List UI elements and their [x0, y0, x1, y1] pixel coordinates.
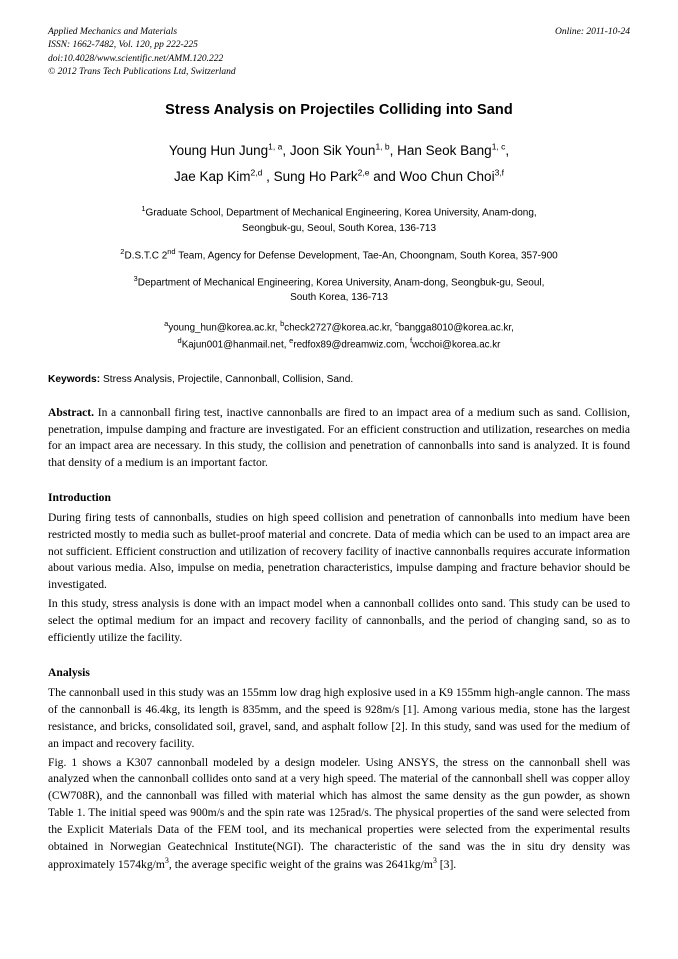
abstract-label: Abstract.	[48, 406, 95, 420]
author-affil-marker: 1, c	[491, 141, 506, 152]
author-affil-marker: 2,d	[250, 167, 263, 178]
keywords-label: Keywords:	[48, 374, 101, 386]
affiliation-text: D.S.T.C 2	[124, 249, 168, 261]
abstract-block	[48, 405, 630, 471]
paragraph-figure-description	[48, 755, 630, 874]
author-affil-marker: 1, b	[375, 141, 390, 152]
affiliation-1	[48, 203, 630, 235]
keywords-value: Stress Analysis, Projectile, Cannonball, Collision, Sand.	[102, 374, 354, 386]
email-line-2	[48, 336, 630, 352]
author-name: , Han Seok Bang	[389, 142, 492, 158]
author-affil-marker: 2,e	[357, 167, 370, 178]
email-address: redfox89@dreamwiz.com,	[293, 338, 410, 350]
email-address: Kajun001@hanmail.net,	[181, 338, 290, 350]
paragraph-text-part: , the average specific weight of the grains was 2641kg/m	[168, 858, 433, 872]
exponent: 3	[432, 856, 437, 866]
email-marker: e	[289, 335, 294, 345]
affiliation-text-line2: South Korea, 136-713	[290, 292, 388, 304]
author-list	[48, 138, 630, 189]
affiliation-2	[48, 246, 630, 263]
email-marker: a	[164, 319, 169, 329]
paragraph-text-part: [3].	[436, 858, 457, 872]
header-left-block	[48, 26, 236, 80]
online-date: Online: 2011-10-24	[554, 27, 630, 37]
author-name: Young Hun Jung	[168, 142, 269, 158]
author-name: , Sung Ho Park	[262, 168, 358, 184]
email-address: young_hun@korea.ac.kr,	[168, 322, 281, 334]
abstract-text: In a cannonball firing test, inactive cannonballs are fired to an impact area of a medium such as sand. Collision, penetration, impulse damping and fracture are investigated. For an efficient construction and utilization, researches on media for an impact area are necessary. In this study, the collision and penetration of cannonballs into sand is analyzed. It is found that density of a medium is an important factor.	[48, 406, 630, 469]
affiliation-text: Department of Mechanical Engineering, Korea University, Anam-dong, Seongbuk-gu, Seoul,	[137, 277, 545, 289]
email-marker: b	[280, 319, 285, 329]
affiliation-text: Graduate School, Department of Mechanical Engineering, Korea University, Anam-dong,	[145, 207, 537, 219]
ordinal-suffix: nd	[167, 246, 176, 256]
affiliation-3	[48, 273, 630, 305]
email-address: wcchoi@korea.ac.kr	[412, 338, 501, 350]
copyright-line: © 2012 Trans Tech Publications Ltd, Switzerland	[48, 67, 236, 78]
author-separator: ,	[505, 142, 510, 158]
author-name: and Woo Chun Choi	[369, 168, 495, 184]
paragraph: During firing tests of cannonballs, studies on high speed collision and penetration of cannonballs into medium have been restricted mostly to media such as bullet-proof material and concrete. Data of media which can be used to an impact area are not sufficient. Efficient construction and utilization of recovery facility of inactive cannonballs requires accurate information about various media. Also, impulse on media, penetration characteristics, impulse damping and fracture behavior should be investigated.	[48, 510, 630, 592]
author-name: Jae Kap Kim	[173, 168, 251, 184]
email-address: check2727@korea.ac.kr,	[284, 322, 395, 334]
author-line-2	[48, 164, 630, 190]
author-name: , Joon Sik Youn	[282, 142, 376, 158]
doi-line: doi:10.4028/www.scientific.net/AMM.120.222	[48, 53, 224, 64]
keywords-line	[48, 374, 630, 385]
section-heading-analysis: Analysis	[48, 666, 90, 680]
affiliation-marker: 2	[120, 246, 125, 256]
author-line-1	[48, 138, 630, 164]
affiliation-text-cont: Team, Agency for Defense Development, Tae-An, Choongnam, South Korea, 357-900	[175, 249, 558, 261]
email-address: bangga8010@korea.ac.kr,	[398, 322, 514, 334]
page-title: Stress Analysis on Projectiles Colliding into Sand	[165, 101, 513, 118]
journal-name: Applied Mechanics and Materials	[48, 27, 178, 37]
page-header	[48, 26, 630, 80]
affiliation-marker: 3	[133, 273, 138, 283]
affiliations	[48, 203, 630, 305]
email-line-1	[48, 319, 630, 335]
email-marker: f	[410, 335, 413, 345]
email-marker: c	[395, 319, 399, 329]
paragraph: In this study, stress analysis is done with an impact model when a cannonball collides onto sand. This study can be used to select the optimal medium for an impact and recovery facility of cannonballs, and the period of changing sand, so as to efficiently utilize the facility.	[48, 596, 630, 644]
issn-line: ISSN: 1662-7482, Vol. 120, pp 222-225	[48, 40, 198, 51]
author-affil-marker: 3,f	[494, 167, 505, 178]
paragraph: The cannonball used in this study was an 155mm low drag high explosive used in a K9 155mm high-angle cannon. The mass of the cannonball is 46.4kg, its length is 835mm, and the speed is 928m/s [1]. Among various media, stone has the largest resistance, and bricks, consolidated soil, gravel, sand, and asphalt follow [2]. In this study, sand was used for the medium of an impact and recovery facility.	[48, 686, 630, 750]
section-heading-introduction: Introduction	[48, 490, 111, 504]
affiliation-text-line2: Seongbuk-gu, Seoul, South Korea, 136-713	[241, 222, 437, 234]
email-marker: d	[177, 335, 182, 345]
author-affil-marker: 1, a	[268, 141, 283, 152]
paragraph-text-part: Fig. 1 shows a K307 cannonball modeled by a design modeler. Using ANSYS, the stress on the cannonball shell was analyzed when the cannonball collides onto sand at a very high speed. The material of the cannonball shell was copper alloy (CW708R), and the cannonball was filled with material which has almost the same density as the gun powder, as shown Table 1. The initial speed was 900m/s and the spin rate was 125rad/s. The physical properties of the sand were selected from the Explicit Materials Data of the FEM tool, and its mechanical properties were selected from the experimental results obtained in Norwegian Geatechnical Institute(NGI). The characteristic of the sand was the in situ dry density was approximately 1574kg/m	[48, 755, 630, 872]
exponent: 3	[164, 856, 169, 866]
author-emails	[48, 319, 630, 352]
affiliation-marker: 1	[141, 204, 146, 214]
